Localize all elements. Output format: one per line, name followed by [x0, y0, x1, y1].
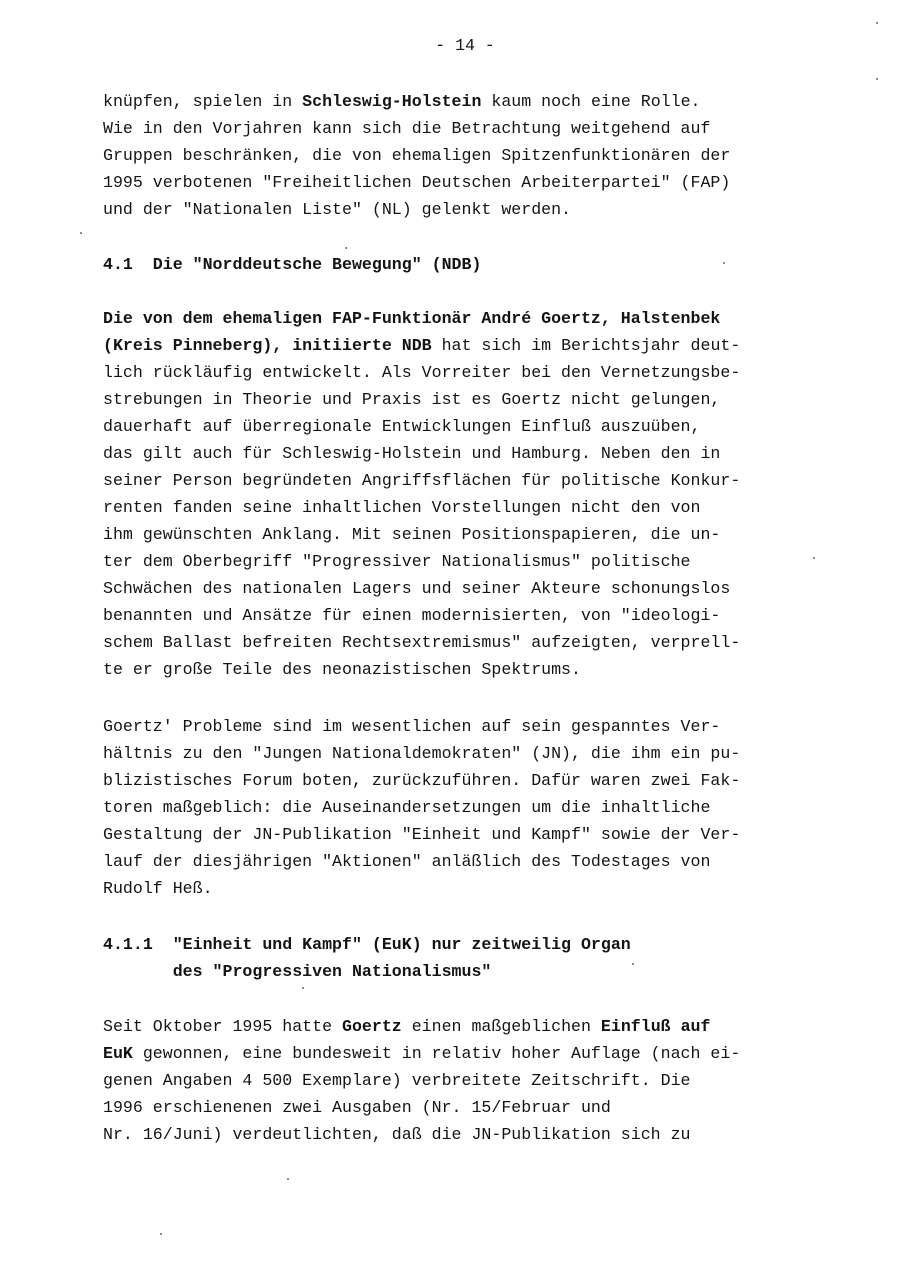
text-line: Goertz' Probleme sind im wesentlichen auf sein gespanntes Ver-	[103, 717, 721, 736]
scan-speck	[632, 963, 634, 965]
text-line: lauf der diesjährigen "Aktionen" anläßlich des Todestages von	[103, 852, 711, 871]
scan-speck	[160, 1233, 162, 1235]
intro-paragraph	[103, 88, 823, 223]
text-line: schem Ballast befreiten Rechtsextremismus" aufzeigten, verprell-	[103, 633, 741, 652]
text-line: toren maßgeblich: die Auseinandersetzungen um die inhaltliche	[103, 798, 711, 817]
text-line: Schwächen des nationalen Lagers und seiner Akteure schonungslos	[103, 579, 731, 598]
text-line: renten fanden seine inhaltlichen Vorstellungen nicht den von	[103, 498, 701, 517]
paragraph-euk	[103, 1013, 823, 1148]
text-line: Die von dem ehemaligen FAP-Funktionär André Goertz, Halstenbek	[103, 309, 721, 328]
text-line: Gruppen beschränken, die von ehemaligen Spitzenfunktionären der	[103, 146, 731, 165]
text-line: Nr. 16/Juni) verdeutlichten, daß die JN-Publikation sich zu	[103, 1125, 691, 1144]
text-line: Gestaltung der JN-Publikation "Einheit und Kampf" sowie der Ver-	[103, 825, 741, 844]
scan-speck	[302, 987, 304, 989]
scan-speck	[876, 78, 878, 80]
text-line: blizistisches Forum boten, zurückzuführen. Dafür waren zwei Fak-	[103, 771, 741, 790]
text-line: 1995 verbotenen "Freiheitlichen Deutschen Arbeiterpartei" (FAP)	[103, 173, 731, 192]
text-line: te er große Teile des neonazistischen Spektrums.	[103, 660, 581, 679]
text-line: strebungen in Theorie und Praxis ist es Goertz nicht gelungen,	[103, 390, 721, 409]
text-line: Seit Oktober 1995 hatte Goertz einen maßgeblichen Einfluß auf	[103, 1017, 711, 1036]
text-line: dauerhaft auf überregionale Entwicklungen Einfluß auszuüben,	[103, 417, 701, 436]
text-line: (Kreis Pinneberg), initiierte NDB hat sich im Berichtsjahr deut-	[103, 336, 741, 355]
text-line: hältnis zu den "Jungen Nationaldemokraten" (JN), die ihm ein pu-	[103, 744, 741, 763]
text-line: Wie in den Vorjahren kann sich die Betrachtung weitgehend auf	[103, 119, 711, 138]
paragraph-ndb	[103, 305, 823, 683]
scan-speck	[80, 232, 82, 234]
scan-speck	[876, 22, 878, 24]
text-line: knüpfen, spielen in Schleswig-Holstein kaum noch eine Rolle.	[103, 92, 701, 111]
scan-speck	[813, 557, 815, 559]
scan-speck	[287, 1178, 289, 1180]
section-heading-4-1: 4.1 Die "Norddeutsche Bewegung" (NDB)	[103, 255, 482, 274]
section-heading-4-1-1: 4.1.1 "Einheit und Kampf" (EuK) nur zeitweilig Organ des "Progressiven Nationalismus"	[103, 935, 631, 981]
scan-speck	[345, 247, 347, 249]
text-line: und der "Nationalen Liste" (NL) gelenkt werden.	[103, 200, 572, 219]
paragraph-goertz-problems	[103, 713, 823, 902]
text-line: ter dem Oberbegriff "Progressiver Nationalismus" politische	[103, 552, 691, 571]
text-line: ihm gewünschten Anklang. Mit seinen Positionspapieren, die un-	[103, 525, 721, 544]
scan-speck	[723, 262, 725, 264]
text-line: das gilt auch für Schleswig-Holstein und Hamburg. Neben den in	[103, 444, 721, 463]
page-number: - 14 -	[435, 36, 495, 55]
text-line: Rudolf Heß.	[103, 879, 213, 898]
text-line: genen Angaben 4 500 Exemplare) verbreitete Zeitschrift. Die	[103, 1071, 691, 1090]
text-line: seiner Person begründeten Angriffsflächen für politische Konkur-	[103, 471, 741, 490]
text-line: benannten und Ansätze für einen modernisierten, von "ideologi-	[103, 606, 721, 625]
text-line: 1996 erschienenen zwei Ausgaben (Nr. 15/Februar und	[103, 1098, 611, 1117]
text-line: EuK gewonnen, eine bundesweit in relativ hoher Auflage (nach ei-	[103, 1044, 741, 1063]
text-line: lich rückläufig entwickelt. Als Vorreiter bei den Vernetzungsbe-	[103, 363, 741, 382]
